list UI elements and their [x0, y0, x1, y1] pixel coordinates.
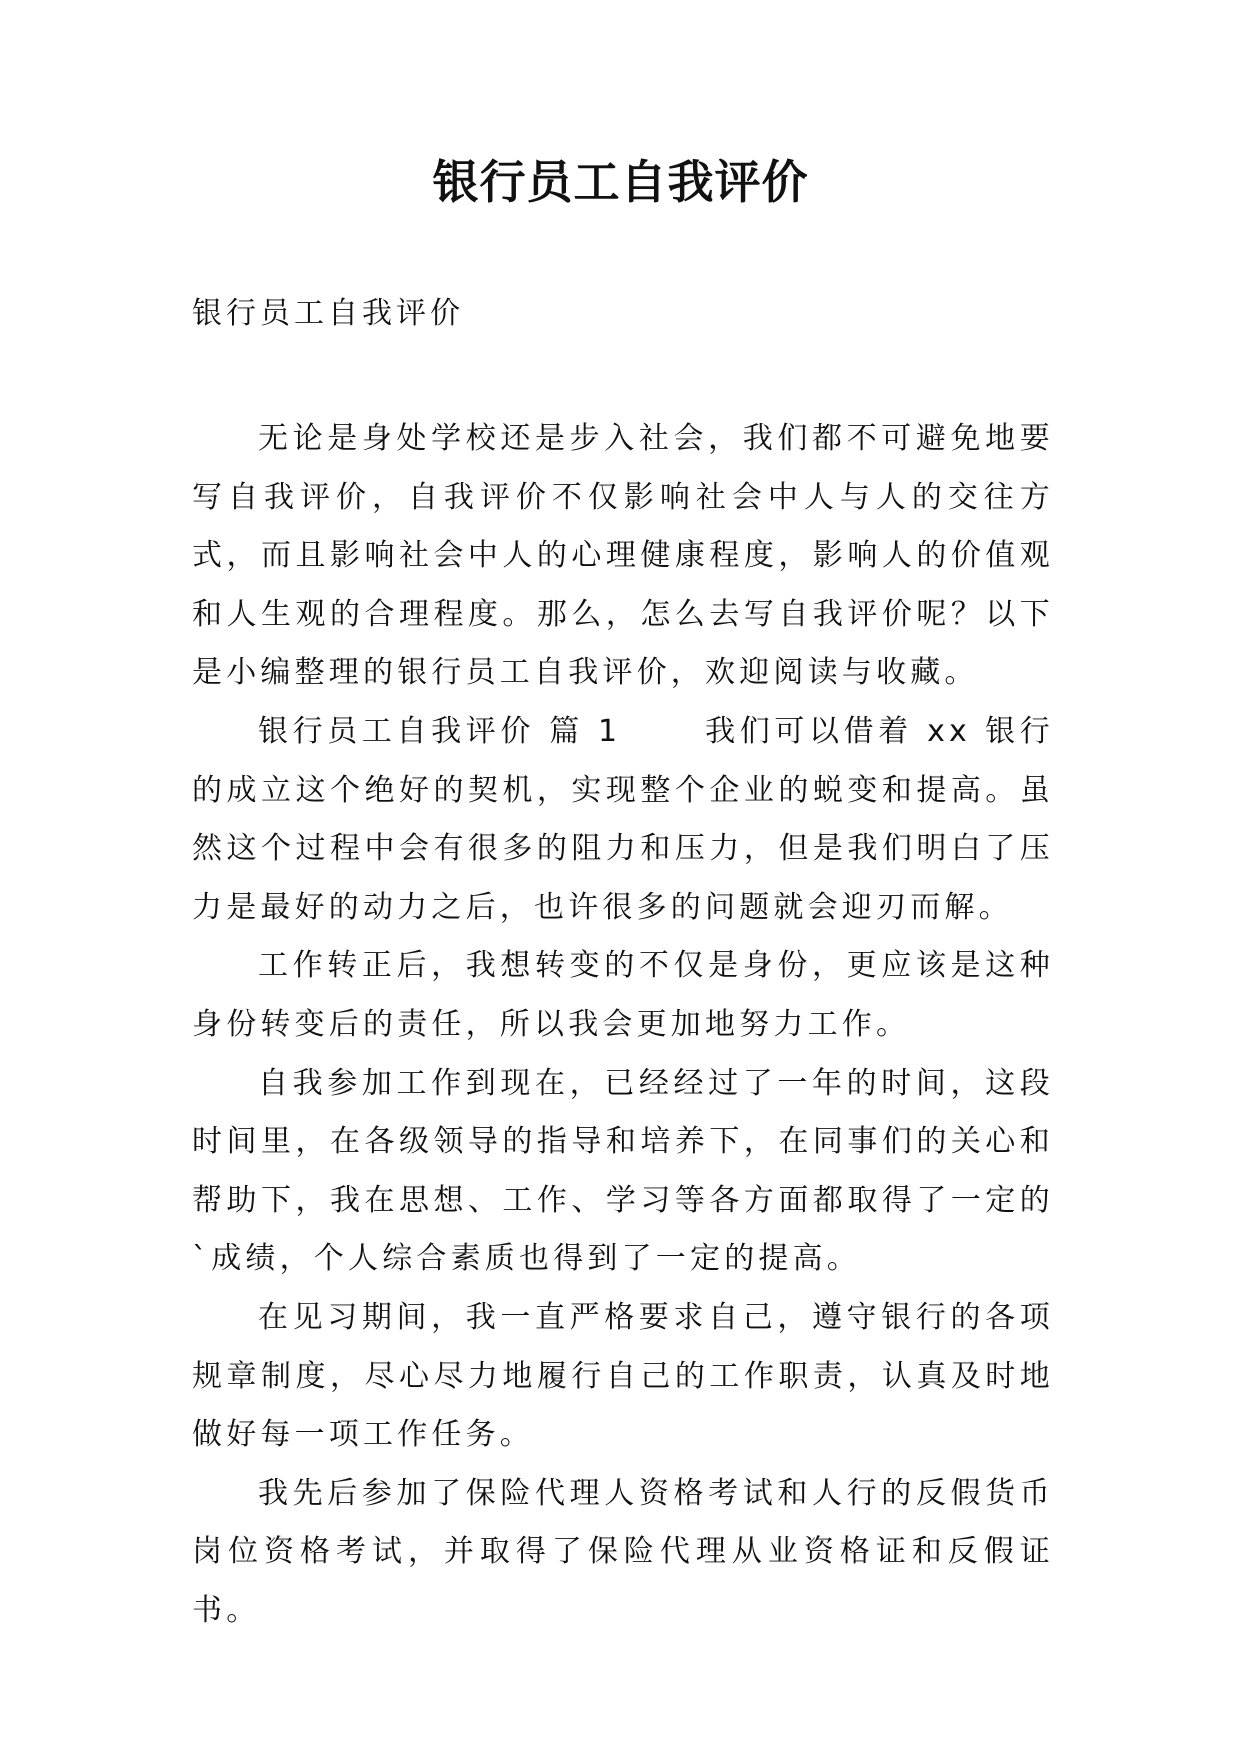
paragraph: 在见习期间，我一直严格要求自己，遵守银行的各项规章制度，尽心尽力地履行自己的工作职责，认真及时地做好每一项工作任务。	[192, 1299, 1054, 1453]
document-subtitle: 银行员工自我评价	[192, 296, 464, 331]
paragraph: 我先后参加了保险代理人资格考试和人行的反假货币岗位资格考试，并取得了保险代理从业资格证和反假证书。	[192, 1475, 1054, 1628]
paragraph: 无论是身处学校还是步入社会，我们都不可避免地要写自我评价，自我评价不仅影响社会中人与人的交往方式，而且影响社会中人的心理健康程度，影响人的价值观和人生观的合理程度。那么，怎么去写自我评价呢？以下是小编整理的银行员工自我评价，欢迎阅读与收藏。	[192, 421, 1054, 691]
paragraph: 工作转正后，我想转变的不仅是身份，更应该是这种身份转变后的责任，所以我会更加地努力工作。	[192, 948, 1054, 1042]
document-body	[192, 410, 1054, 1640]
paragraph: 银行员工自我评价 篇 1 我们可以借着 xx 银行的成立这个绝好的契机，实现整个企业的蜕变和提高。虽然这个过程中会有很多的阻力和压力，但是我们明白了压力是最好的动力之后，也许很多的问题就会迎刃而解。	[192, 713, 1054, 925]
document-title: 银行员工自我评价	[432, 155, 809, 209]
paragraph: 自我参加工作到现在，已经经过了一年的时间，这段时间里，在各级领导的指导和培养下，在同事们的关心和帮助下，我在思想、工作、学习等各方面都取得了一定的`成绩，个人综合素质也得到了一定的提高。	[192, 1065, 1054, 1277]
